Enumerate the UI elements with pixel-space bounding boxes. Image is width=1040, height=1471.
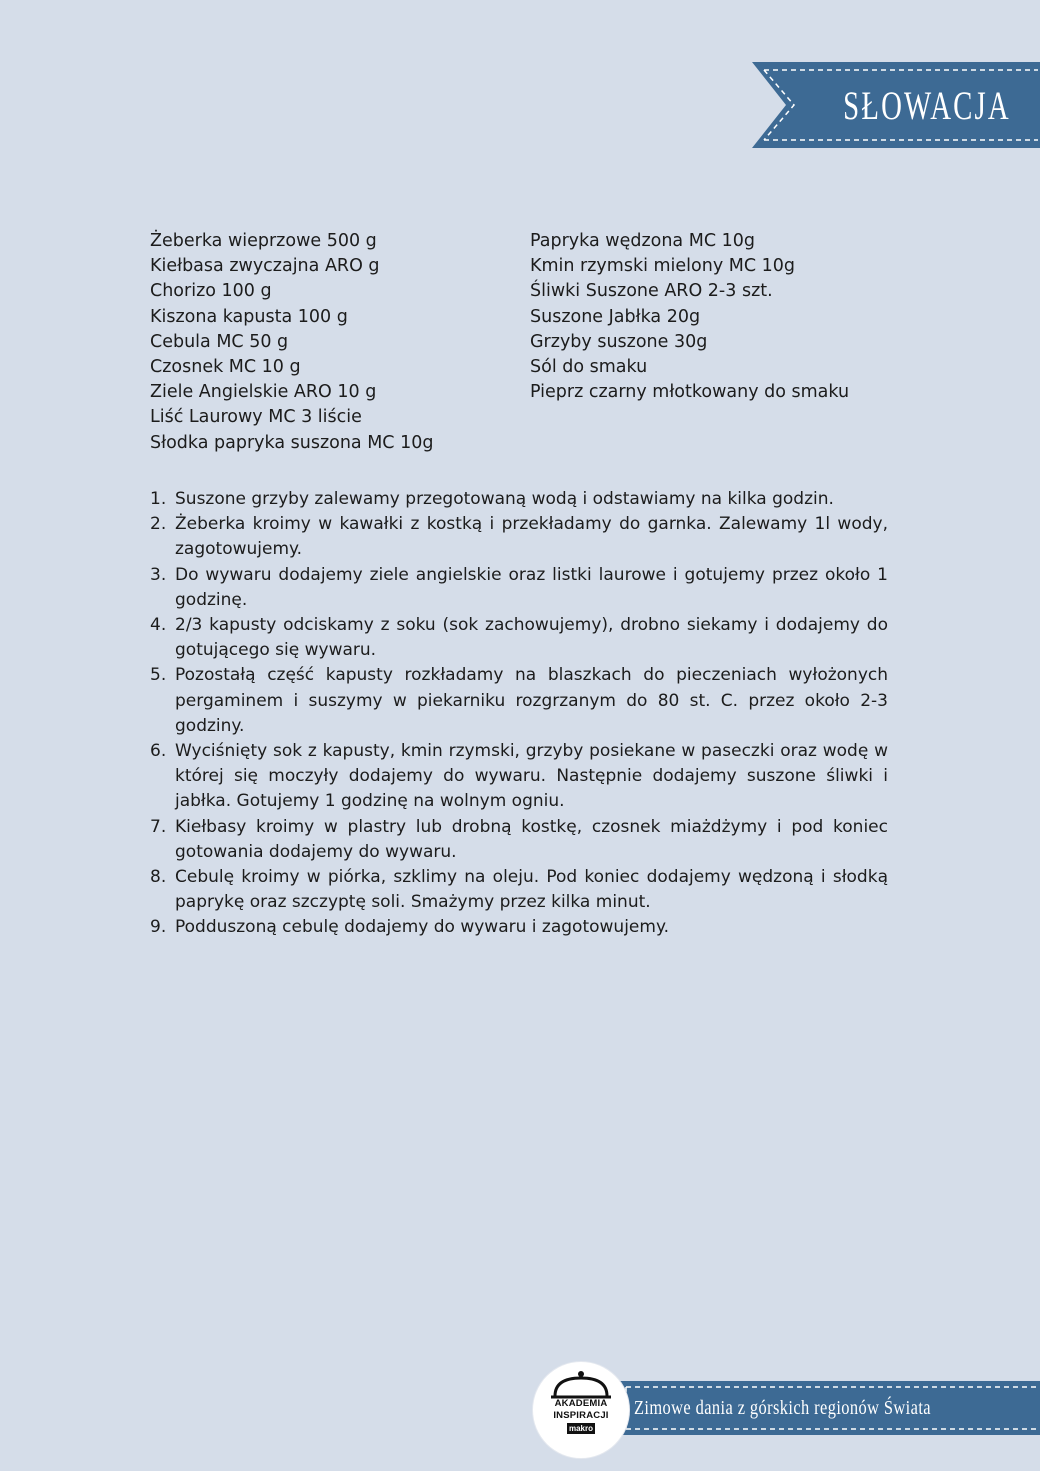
- step-number: 8.: [150, 867, 167, 888]
- step-number: 1.: [150, 489, 167, 509]
- step-item: [150, 915, 888, 940]
- logo-line-2: INSPIRACJI: [553, 1410, 609, 1421]
- step-number: 2.: [150, 514, 167, 535]
- ingredient-item: Chorizo 100 g: [150, 281, 272, 302]
- ingredient-item: Ziele Angielskie ARO 10 g: [150, 382, 377, 403]
- akademia-inspiracji-logo: [533, 1362, 629, 1458]
- cloche-icon: [547, 1370, 615, 1400]
- ingredient-item: Pieprz czarny młotkowany do smaku: [530, 382, 850, 403]
- ingredient-item: Papryka wędzona MC 10g: [530, 231, 755, 251]
- step-item: [150, 739, 888, 815]
- step-number: 4.: [150, 615, 167, 636]
- step-item: [150, 815, 888, 865]
- step-item: [150, 563, 888, 613]
- step-number: 6.: [150, 741, 167, 762]
- step-text: Wyciśnięty sok z kapusty, kmin rzymski, grzyby posiekane w paseczki oraz wodę w której się moczyły dodajemy do wywaru. Następnie dodajemy suszone śliwki i jabłka. Gotujemy 1 godzinę na wolnym ogniu.: [175, 741, 888, 812]
- ingredient-item: Grzyby suszone 30g: [530, 331, 708, 352]
- step-number: 9.: [150, 917, 167, 938]
- ingredient-item: Cebula MC 50 g: [150, 331, 289, 352]
- step-number: 5.: [150, 665, 167, 686]
- step-text: Suszone grzyby zalewamy przegotowaną wodą i odstawiamy na kilka godzin.: [175, 489, 834, 509]
- step-text: Żeberka kroimy w kawałki z kostką i przekładamy do garnka. Zalewamy 1l wody, zagotowujemy.: [175, 514, 888, 560]
- ingredient-item: Żeberka wieprzowe 500 g: [150, 231, 377, 251]
- recipe-steps: [150, 487, 888, 941]
- step-number: 7.: [150, 816, 167, 837]
- ingredient-item: Czosnek MC 10 g: [150, 357, 301, 378]
- series-title: Zimowe dania z górskich regionów Świata: [634, 1396, 931, 1419]
- logo-line-1: AKADEMIA: [554, 1398, 608, 1409]
- logo-brand: makro: [568, 1424, 593, 1433]
- step-number: 3.: [150, 564, 167, 585]
- step-text: Podduszoną cebulę dodajemy do wywaru i zagotowujemy.: [175, 917, 669, 938]
- ingredient-item: Kiszona kapusta 100 g: [150, 306, 348, 327]
- country-banner: [752, 62, 1040, 148]
- ingredient-item: Kiełbasa zwyczajna ARO g: [150, 256, 380, 277]
- ingredient-item: Sól do smaku: [530, 357, 648, 378]
- ingredients-right-column: [530, 229, 950, 405]
- step-text: Kiełbasy kroimy w plastry lub drobną kostkę, czosnek miażdżymy i pod koniec gotowania dodajemy do wywaru.: [175, 816, 888, 862]
- ingredients-left-column: [150, 229, 520, 456]
- ingredient-item: Kmin rzymski mielony MC 10g: [530, 256, 796, 277]
- step-text: Pozostałą część kapusty rozkładamy na blaszkach do pieczeniach wyłożonych pergaminem i suszymy w piekarniku rozgrzanym do 80 st. C. przez około 2-3 godziny.: [175, 665, 888, 736]
- step-item: [150, 512, 888, 562]
- step-item: [150, 613, 888, 663]
- step-text: Do wywaru dodajemy ziele angielskie oraz listki laurowe i gotujemy przez około 1 godzinę.: [175, 564, 888, 610]
- step-item: [150, 663, 888, 739]
- footer-series-banner: [620, 1381, 1040, 1435]
- step-item: [150, 487, 888, 512]
- step-text: Cebulę kroimy w piórka, szklimy na oleju. Pod koniec dodajemy wędzoną i słodką paprykę oraz szczyptę soli. Smażymy przez kilka minut.: [175, 867, 888, 913]
- country-title: SŁOWACJA: [843, 82, 1011, 128]
- ingredient-item: Liść Laurowy MC 3 liście: [150, 407, 362, 428]
- step-item: [150, 865, 888, 915]
- ingredient-item: Suszone Jabłka 20g: [530, 306, 701, 327]
- ingredient-item: Śliwki Suszone ARO 2-3 szt.: [530, 281, 773, 302]
- ingredient-item: Słodka papryka suszona MC 10g: [150, 432, 434, 453]
- step-text: 2/3 kapusty odciskamy z soku (sok zachowujemy), drobno siekamy i dodajemy do gotującego się wywaru.: [175, 615, 888, 661]
